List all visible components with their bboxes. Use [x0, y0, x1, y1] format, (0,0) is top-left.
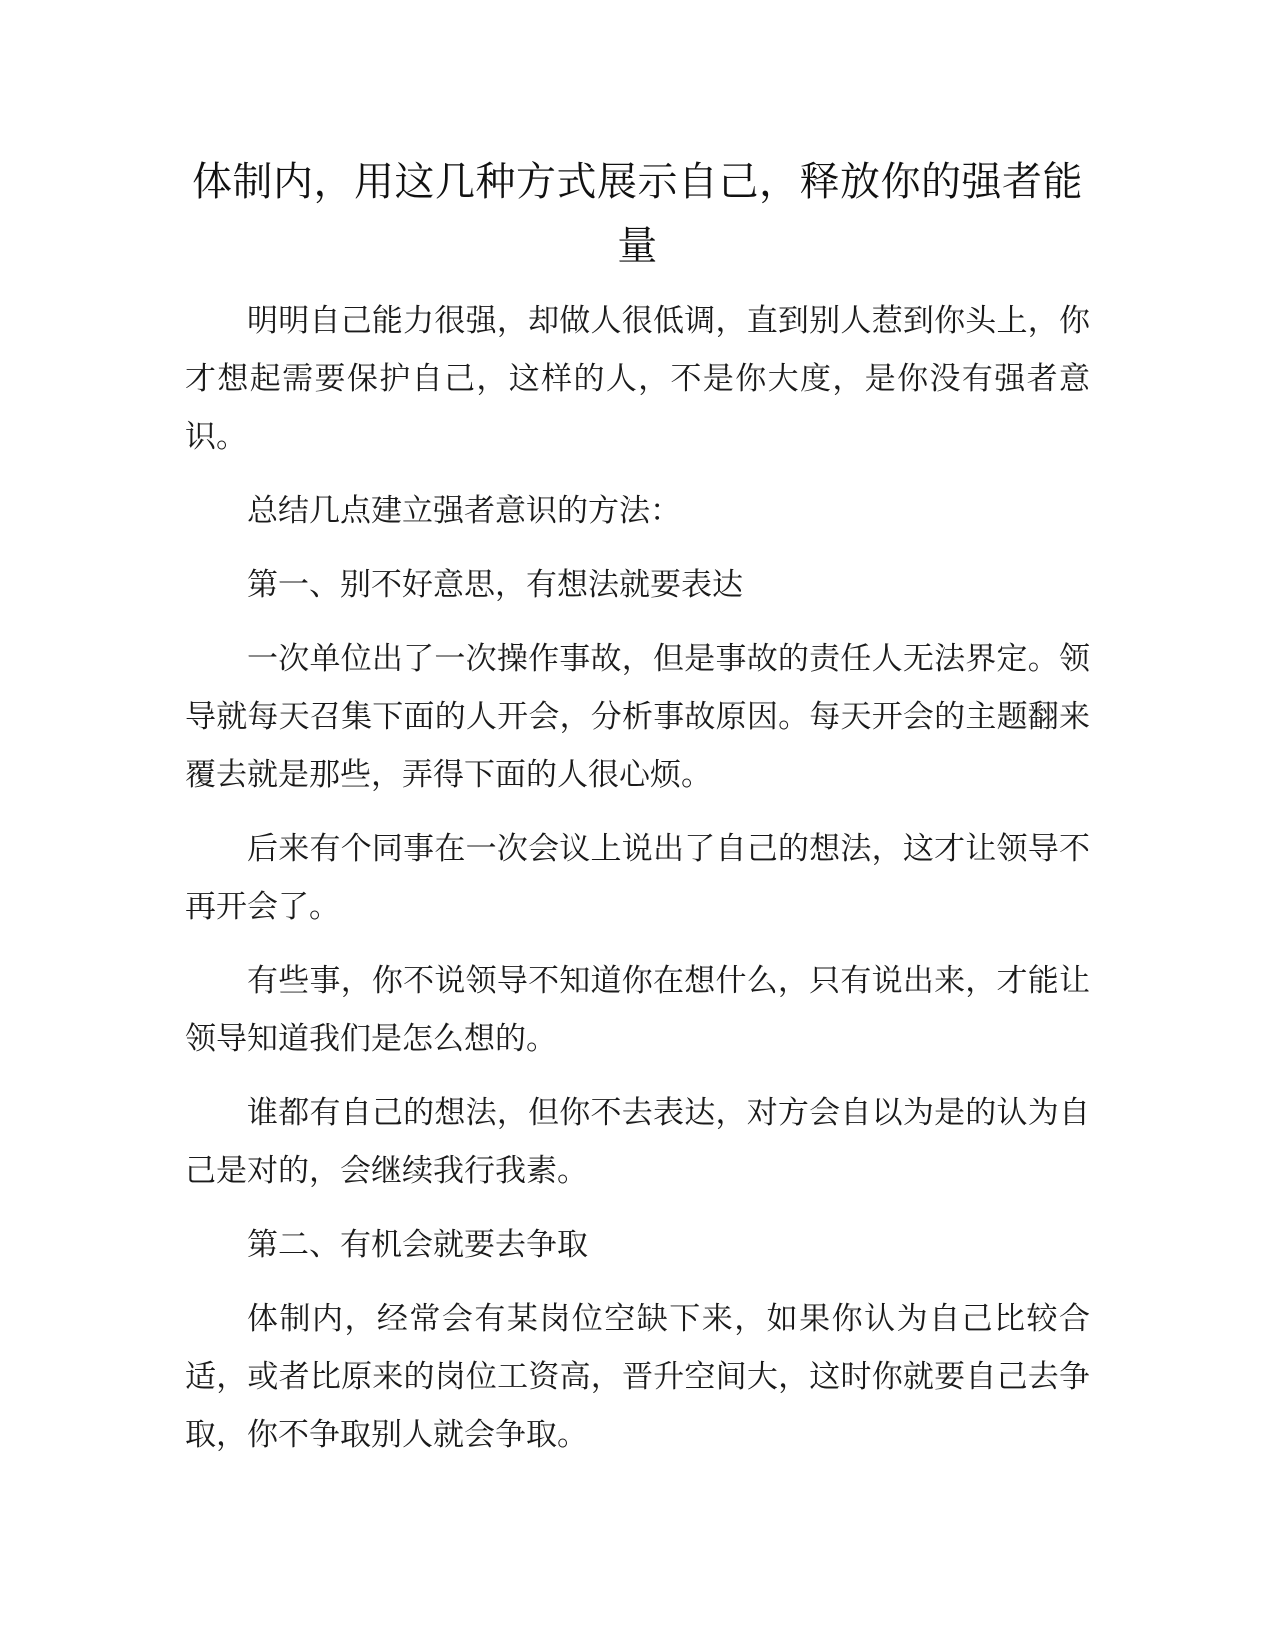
section-heading-1: 第一、别不好意思，有想法就要表达	[247, 567, 743, 603]
document-title: 体制内，用这几种方式展示自己，释放你的强者能量	[192, 159, 1083, 269]
paragraph: 有些事，你不说领导不知道你在想什么，只有说出来，才能让领导知道我们是怎么想的。	[185, 963, 1090, 1057]
paragraph-summary-lead: 总结几点建立强者意识的方法：	[247, 493, 681, 529]
paragraph-intro: 明明自己能力很强，却做人很低调，直到别人惹到你头上，你才想起需要保护自己，这样的人，不是你大度，是你没有强者意识。	[185, 303, 1090, 455]
paragraph: 体制内，经常会有某岗位空缺下来，如果你认为自己比较合适，或者比原来的岗位工资高，晋升空间大，这时你就要自己去争取，你不争取别人就会争取。	[185, 1301, 1090, 1453]
section-heading-2: 第二、有机会就要去争取	[247, 1227, 588, 1263]
paragraph: 后来有个同事在一次会议上说出了自己的想法，这才让领导不再开会了。	[185, 831, 1090, 925]
paragraph: 一次单位出了一次操作事故，但是事故的责任人无法界定。领导就每天召集下面的人开会，分析事故原因。每天开会的主题翻来覆去就是那些，弄得下面的人很心烦。	[185, 641, 1090, 793]
document-body	[185, 150, 1090, 1480]
paragraph: 谁都有自己的想法，但你不去表达，对方会自以为是的认为自己是对的，会继续我行我素。	[185, 1095, 1090, 1189]
